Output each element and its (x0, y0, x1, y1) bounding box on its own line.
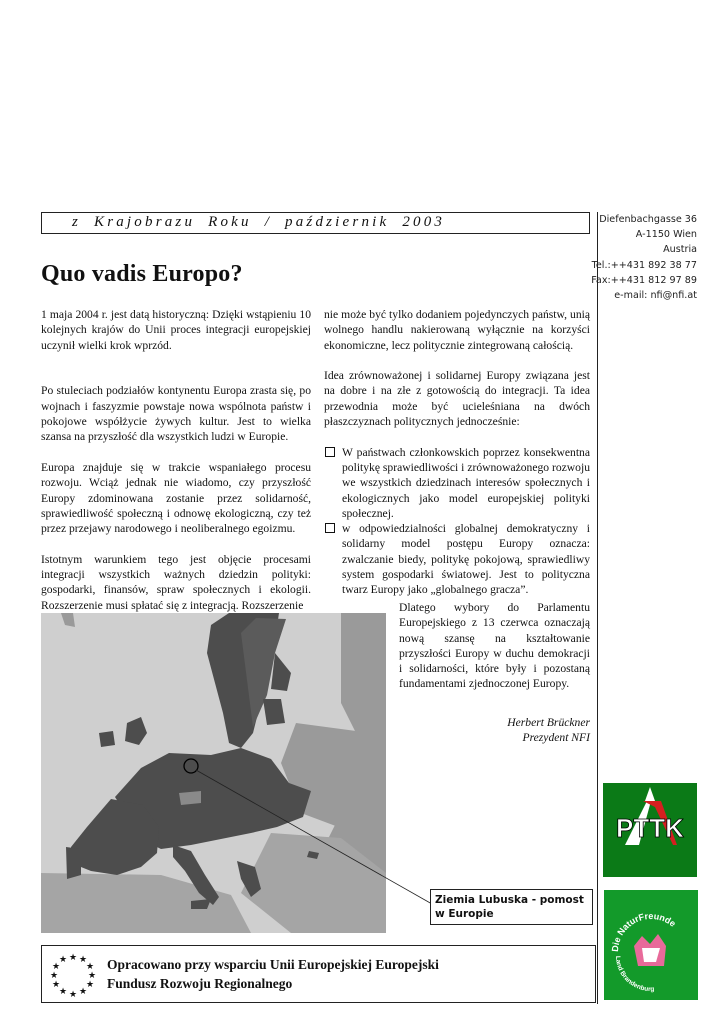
paragraph: Po stuleciach podziałów kontynentu Europa zrasta się, po wojnach i faszyzmie powstaje nowa wspólnota państw i pokojowe współżycie żywych kultur. Jest to wielka szansa na przyszłość dla wszystkich ludzi w Europie. (41, 384, 311, 444)
svg-text:★: ★ (85, 962, 95, 972)
svg-text:★: ★ (78, 955, 88, 965)
svg-text:★: ★ (51, 962, 61, 972)
address-email: e-mail: nfi@nfi.at (614, 290, 697, 302)
paragraph: Europa znajduje się w trakcie wspaniałego procesu rozwoju. Wciąż jednak nie wiadomo, czy przyszłość Europy zdominowana zostanie przez solidarność, sprawiedliwość społeczną i odnowę ekologiczną, czy też przez przejawy narodowego i neoliberalnego egoizmu. (41, 460, 311, 536)
eu-stars-icon (48, 951, 98, 999)
list-item-text: w odpowiedzialności globalnej demokratyczny i solidarny model postępu Europy oznacza: zwalczanie biedy, politykę pokojową, sprawiedliwy system gospodarki światowej. Jest to polityczna twarz Europy jako „globalnego gracza”. (342, 522, 590, 597)
footer-line-1: Opracowano przy wsparciu Unii Europejskiej Europejski (107, 957, 439, 972)
paragraph: nie może być tylko dodaniem pojedynczych państw, unią wolnego handlu nakierowaną wyłącznie na korzyści ekonomiczne, lecz politycznie zintegrowaną całością. (324, 308, 590, 352)
footer-line-2: Fundusz Rozwoju Regionalnego (107, 976, 293, 991)
paragraph: 1 maja 2004 r. jest datą historyczną: Dzięki wstąpieniu 10 kolejnych krajów do Unii proces integracji europejskiej uczynił wielki krok wprzód. (41, 308, 311, 352)
signature-name: Herbert Brückner (507, 716, 590, 729)
svg-text:★: ★ (87, 971, 97, 981)
footer-text (107, 955, 439, 993)
pttk-emblem-icon (603, 783, 697, 877)
svg-text:★: ★ (58, 955, 68, 965)
eu-funding-footer (41, 945, 596, 1003)
naturfreunde-bottom-text: Land Brandenburg (613, 955, 655, 994)
naturfreunde-logo (604, 890, 698, 1000)
svg-text:★: ★ (51, 980, 61, 990)
paragraph: Idea zrównoważonej i solidarnej Europy związana jest na dobre i na złe z gotowością do integracji. Ta idea przewodnia może być ucieleśniana na dwóch płaszczyznach politycznych jednocześnie: (324, 369, 590, 429)
address-city: A-1150 Wien (635, 229, 697, 241)
signature-role: Prezydent NFI (522, 731, 590, 745)
pttk-logo (603, 783, 697, 877)
list-item-text: W państwach członkowskich poprzez konsekwentna politykę sprawiedliwości i zrównoważonego rozwoju we wszystkich dziedzinach interesów społecznych i ekologicznych jako model europejskiej polityki społecznej. (342, 445, 590, 520)
pttk-logo-text: PTTK (616, 813, 684, 843)
article-title: Quo vadis Europo? (41, 261, 243, 287)
svg-text:★: ★ (49, 971, 59, 981)
svg-text:★: ★ (68, 990, 78, 999)
paragraph: Istotnym warunkiem tego jest objęcie procesami integracji wszystkich ważnych dziedzin polityki: gospodarki, finansów, spraw społecznych i ekologii. Rozszerzenie musi spłatać się z integracją. Rozszerzenie (41, 552, 311, 612)
svg-text:★: ★ (68, 953, 78, 963)
address-country: Austria (663, 244, 697, 256)
naturfreunde-top-text: Die NaturFreunde (609, 910, 678, 953)
svg-text:★: ★ (58, 987, 68, 997)
svg-text:★: ★ (85, 980, 95, 990)
address-fax: Fax:++431 812 97 89 (591, 274, 697, 286)
address-phone: Tel.:++431 892 38 77 (591, 259, 697, 271)
issue-header-text: z Krajobrazu Roku / październik 2003 (72, 214, 446, 230)
address-street: Diefenbachgasse 36 (599, 214, 697, 225)
svg-text:★: ★ (78, 987, 88, 997)
closing-paragraph: Dlatego wybory do Parlamentu Europejskiego z 13 czerwca oznaczają nową szansę na kształtowanie przyszłości Europy w duchu demokracji i solidarności, które były i pozostaną fundamentami zjednoczonej Europy. (399, 601, 590, 691)
map-caption: Ziemia Lubuska - pomost w Europie (430, 889, 593, 925)
naturfreunde-emblem-icon (604, 890, 698, 1000)
